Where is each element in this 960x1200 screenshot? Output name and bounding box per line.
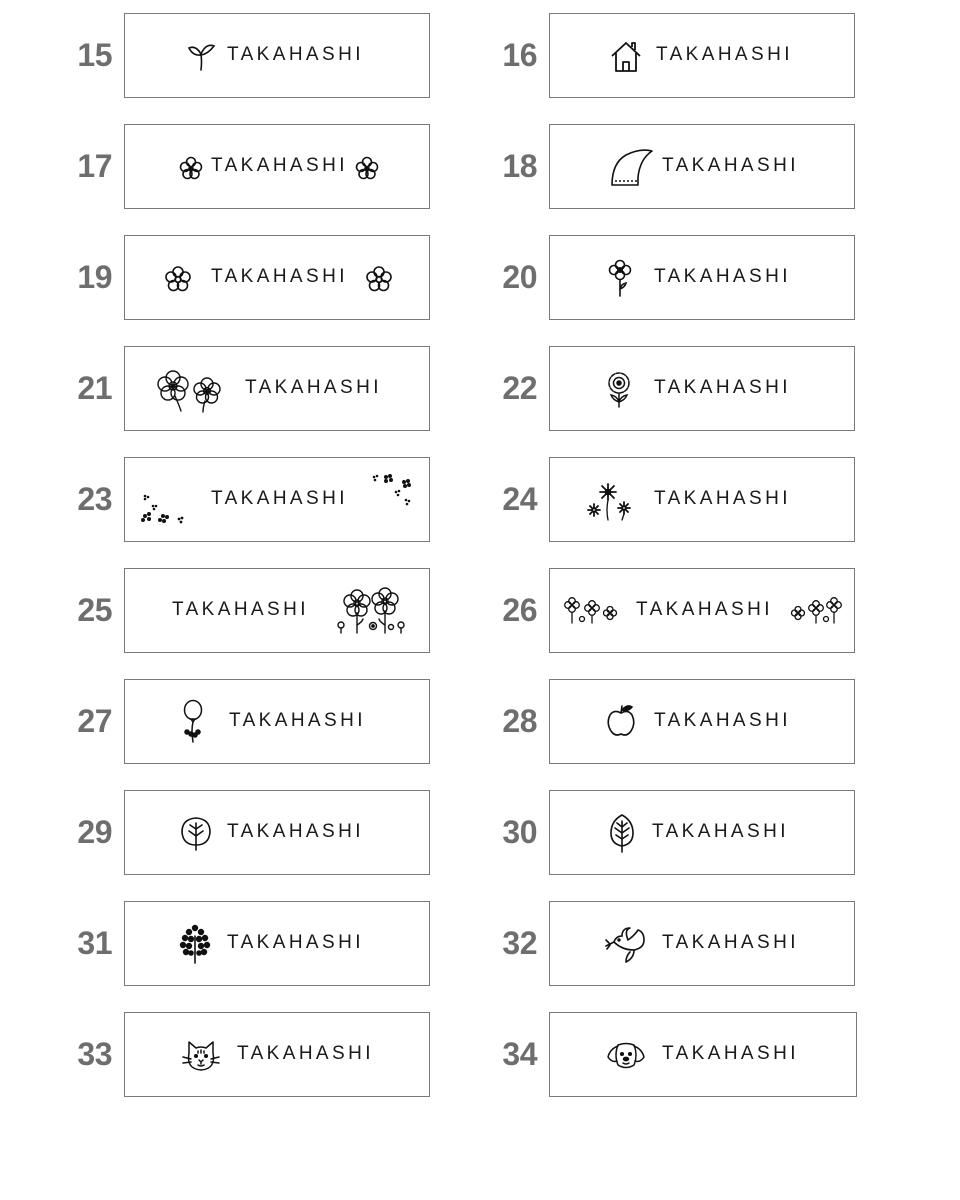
option-number: 28 (502, 703, 537, 739)
nameplate-option-21[interactable] (0, 346, 430, 434)
house-icon (610, 40, 642, 72)
sprout-icon (187, 42, 217, 72)
nameplate-text: TAKAHASHI (662, 932, 799, 953)
nameplate-preview (549, 901, 855, 986)
nameplate-text: TAKAHASHI (662, 1043, 799, 1064)
nameplate-option-24[interactable] (425, 457, 855, 545)
nameplate-option-18[interactable] (425, 124, 855, 212)
option-number: 20 (502, 259, 537, 295)
nameplate-option-30[interactable] (425, 790, 855, 878)
nameplate-option-19[interactable] (0, 235, 430, 323)
daisy-bouquet-icon (586, 482, 636, 522)
nameplate-preview (549, 235, 855, 320)
nameplate-option-17[interactable] (0, 124, 430, 212)
option-number: 18 (502, 148, 537, 184)
nameplate-preview (124, 124, 430, 209)
round-tree-icon (179, 815, 213, 851)
nameplate-preview (549, 13, 855, 98)
nameplate-preview (549, 790, 855, 875)
nameplate-text: TAKAHASHI (662, 155, 799, 176)
nameplate-option-20[interactable] (425, 235, 855, 323)
nameplate-option-25[interactable] (0, 568, 430, 656)
nameplate-option-32[interactable] (425, 901, 855, 989)
option-number: 26 (502, 592, 537, 628)
nameplate-text: TAKAHASHI (227, 821, 364, 842)
leaf-icon (608, 813, 636, 853)
apple-icon (606, 704, 636, 738)
nameplate-option-22[interactable] (425, 346, 855, 434)
nameplate-option-16[interactable] (425, 13, 855, 101)
nameplate-preview (549, 1012, 857, 1097)
stem-flower-icon (608, 260, 632, 298)
nameplate-preview (549, 346, 855, 431)
cat-face-icon (181, 1039, 221, 1073)
two-flowers-icon (155, 369, 225, 413)
nameplate-text: TAKAHASHI (636, 599, 773, 620)
option-number: 15 (77, 37, 112, 73)
sakura-flower-icon (355, 156, 379, 180)
option-number: 29 (77, 814, 112, 850)
nameplate-option-26[interactable] (425, 568, 855, 656)
nameplate-text: TAKAHASHI (211, 266, 348, 287)
nameplate-text: TAKAHASHI (237, 1043, 374, 1064)
nameplate-text: TAKAHASHI (211, 155, 348, 176)
nameplate-text: TAKAHASHI (172, 599, 309, 620)
nameplate-preview (124, 901, 430, 986)
nameplate-text: TAKAHASHI (229, 710, 366, 731)
sakura-flower-icon (179, 156, 203, 180)
option-number: 16 (502, 37, 537, 73)
surf-fin-icon (610, 149, 654, 187)
option-number: 30 (502, 814, 537, 850)
nameplate-preview (124, 1012, 430, 1097)
nameplate-preview (124, 346, 430, 431)
nameplate-preview (124, 790, 430, 875)
flower-row-icon (788, 597, 844, 625)
option-number: 17 (77, 148, 112, 184)
option-number: 25 (77, 592, 112, 628)
nameplate-option-29[interactable] (0, 790, 430, 878)
nameplate-text: TAKAHASHI (654, 266, 791, 287)
nameplate-preview (124, 235, 430, 320)
nameplate-text: TAKAHASHI (652, 821, 789, 842)
nameplate-option-15[interactable] (0, 13, 430, 101)
nameplate-preview (549, 457, 855, 542)
nameplate-preview (549, 568, 855, 653)
nameplate-text: TAKAHASHI (654, 377, 791, 398)
sunflower-icon (605, 371, 633, 409)
option-number: 34 (502, 1036, 537, 1072)
dove-icon (604, 926, 648, 964)
nameplate-text: TAKAHASHI (654, 710, 791, 731)
flower-row-icon (564, 597, 620, 625)
option-number: 19 (77, 259, 112, 295)
scattered-petals-icon (139, 494, 189, 528)
dotted-tree-icon (179, 924, 211, 964)
nameplate-text: TAKAHASHI (656, 44, 793, 65)
nameplate-preview (124, 457, 430, 542)
flower-garden-icon (335, 589, 409, 633)
nameplate-preview (124, 13, 430, 98)
nameplate-text: TAKAHASHI (654, 488, 791, 509)
option-number: 22 (502, 370, 537, 406)
scattered-petals-icon (370, 474, 416, 508)
nameplate-option-28[interactable] (425, 679, 855, 767)
round-flower-icon (366, 266, 392, 292)
dog-face-icon (606, 1041, 646, 1071)
nameplate-text: TAKAHASHI (245, 377, 382, 398)
nameplate-text: TAKAHASHI (227, 44, 364, 65)
option-number: 24 (502, 481, 537, 517)
option-number: 31 (77, 925, 112, 961)
nameplate-option-33[interactable] (0, 1012, 430, 1100)
nameplate-text: TAKAHASHI (227, 932, 364, 953)
nameplate-preview (124, 568, 430, 653)
option-number: 27 (77, 703, 112, 739)
nameplate-option-34[interactable] (425, 1012, 855, 1100)
balloon-icon (181, 700, 205, 744)
nameplate-option-31[interactable] (0, 901, 430, 989)
nameplate-text: TAKAHASHI (211, 488, 348, 509)
nameplate-option-23[interactable] (0, 457, 430, 545)
nameplate-preview (549, 124, 855, 209)
round-flower-icon (165, 266, 191, 292)
nameplate-preview (549, 679, 855, 764)
option-number: 21 (77, 370, 112, 406)
option-number: 33 (77, 1036, 112, 1072)
option-number: 23 (77, 481, 112, 517)
option-number: 32 (502, 925, 537, 961)
nameplate-preview (124, 679, 430, 764)
nameplate-option-27[interactable] (0, 679, 430, 767)
